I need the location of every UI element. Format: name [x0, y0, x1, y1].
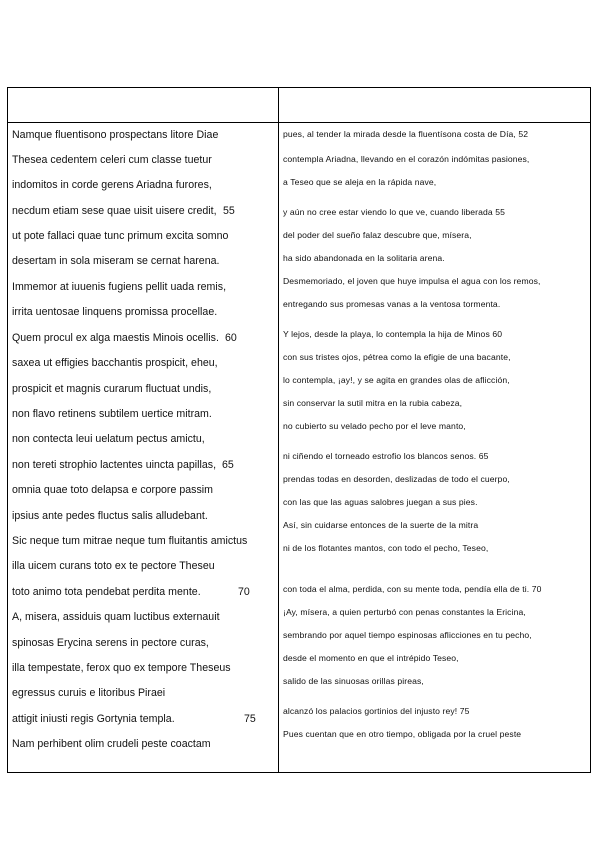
latin-line: indomitos in corde gerens Ariadna furores, [12, 179, 212, 191]
spanish-line: Desmemoriado, el joven que huye impulsa el agua con los remos, [283, 276, 541, 286]
spanish-line: con toda el alma, perdida, con su mente toda, pendía ella de ti. 70 [283, 584, 542, 594]
line-number: 75 [244, 713, 256, 725]
latin-line: saxea ut effigies bacchantis prospicit, eheu, [12, 357, 218, 369]
bilingual-text-table [7, 87, 591, 773]
latin-line: Namque fluentisono prospectans litore Diae [12, 129, 219, 141]
spanish-line: ni ciñendo el torneado estrofio los blancos senos. 65 [283, 451, 489, 461]
latin-line: attigit iniusti regis Gortynia templa. [12, 713, 175, 725]
spanish-line: con las que las aguas salobres juegan a sus pies. [283, 497, 478, 507]
spanish-line: prendas todas en desorden, deslizadas de todo el cuerpo, [283, 474, 510, 484]
latin-line: non contecta leui uelatum pectus amictu, [12, 433, 205, 445]
spanish-line: no cubierto su velado pecho por el leve manto, [283, 421, 466, 431]
latin-line: Nam perhibent olim crudeli peste coactam [12, 738, 211, 750]
column-divider [278, 88, 279, 772]
latin-line: illa tempestate, ferox quo ex tempore Theseus [12, 662, 231, 674]
latin-line: illa uicem curans toto ex te pectore Theseu [12, 560, 215, 572]
spanish-line: con sus tristes ojos, pétrea como la efigie de una bacante, [283, 352, 511, 362]
latin-line: Immemor at iuuenis fugiens pellit uada remis, [12, 281, 227, 293]
spanish-line: sembrando por aquel tiempo espinosas aflicciones en tu pecho, [283, 630, 532, 640]
spanish-line: a Teseo que se aleja en la rápida nave, [283, 177, 437, 187]
line-number: 55 [223, 205, 235, 217]
latin-line: necdum etiam sese quae uisit uisere credit, [12, 205, 217, 217]
spanish-line: lo contempla, ¡ay!, y se agita en grandes olas de aflicción, [283, 375, 510, 385]
spanish-line: salido de las sinuosas orillas pireas, [283, 676, 424, 686]
spanish-line: ha sido abandonada en la solitaria arena. [283, 253, 445, 263]
latin-line: non tereti strophio lactentes uincta papillas, [12, 459, 217, 471]
latin-line: prospicit et magnis curarum fluctuat undis, [12, 383, 212, 395]
spanish-line: Y lejos, desde la playa, lo contempla la hija de Minos 60 [283, 329, 503, 339]
spanish-line: Pues cuentan que en otro tiempo, obligada por la cruel peste [283, 729, 522, 739]
spanish-line: ni de los flotantes mantos, con todo el pecho, Teseo, [283, 543, 489, 553]
latin-line: ipsius ante pedes fluctus salis alludebant. [12, 510, 208, 522]
latin-line: Thesea cedentem celeri cum classe tuetur [12, 154, 212, 166]
spanish-line: alcanzó los palacios gortinios del injusto rey! 75 [283, 706, 470, 716]
latin-line: Sic neque tum mitrae neque tum fluitantis amictus [12, 535, 248, 547]
latin-line: Quem procul ex alga maestis Minois ocellis. [12, 332, 219, 344]
latin-line: irrita uentosae linquens promissa procellae. [12, 306, 218, 318]
latin-line: toto animo tota pendebat perdita mente. [12, 586, 201, 598]
latin-line: ut pote fallaci quae tunc primum excita somno [12, 230, 229, 242]
spanish-line: y aún no cree estar viendo lo que ve, cuando liberada 55 [283, 207, 506, 217]
table-header-row [8, 88, 590, 123]
spanish-line: contempla Ariadna, llevando en el corazón indómitas pasiones, [283, 154, 530, 164]
spanish-line: Así, sin cuidarse entonces de la suerte de la mitra [283, 520, 479, 530]
latin-line: omnia quae toto delapsa e corpore passim [12, 484, 214, 496]
line-number: 70 [238, 586, 250, 598]
latin-line: spinosas Erycina serens in pectore curas, [12, 637, 209, 649]
line-number: 60 [225, 332, 237, 344]
latin-line: A, misera, assiduis quam luctibus externauit [12, 611, 220, 623]
spanish-line: pues, al tender la mirada desde la fluentísona costa de Día, 52 [283, 129, 529, 139]
spanish-line: ¡Ay, mísera, a quien perturbó con penas constantes la Ericina, [283, 607, 526, 617]
spanish-line: sin conservar la sutil mitra en la rubia cabeza, [283, 398, 463, 408]
spanish-line: del poder del sueño falaz descubre que, mísera, [283, 230, 472, 240]
spanish-line: desde el momento en que el intrépido Teseo, [283, 653, 459, 663]
latin-line: desertam in sola miseram se cernat harena. [12, 255, 220, 267]
latin-line: non flavo retinens subtilem uertice mitram. [12, 408, 212, 420]
spanish-line: entregando sus promesas vanas a la ventosa tormenta. [283, 299, 501, 309]
latin-line: egressus curuis e litoribus Piraei [12, 687, 166, 699]
line-number: 65 [222, 459, 234, 471]
